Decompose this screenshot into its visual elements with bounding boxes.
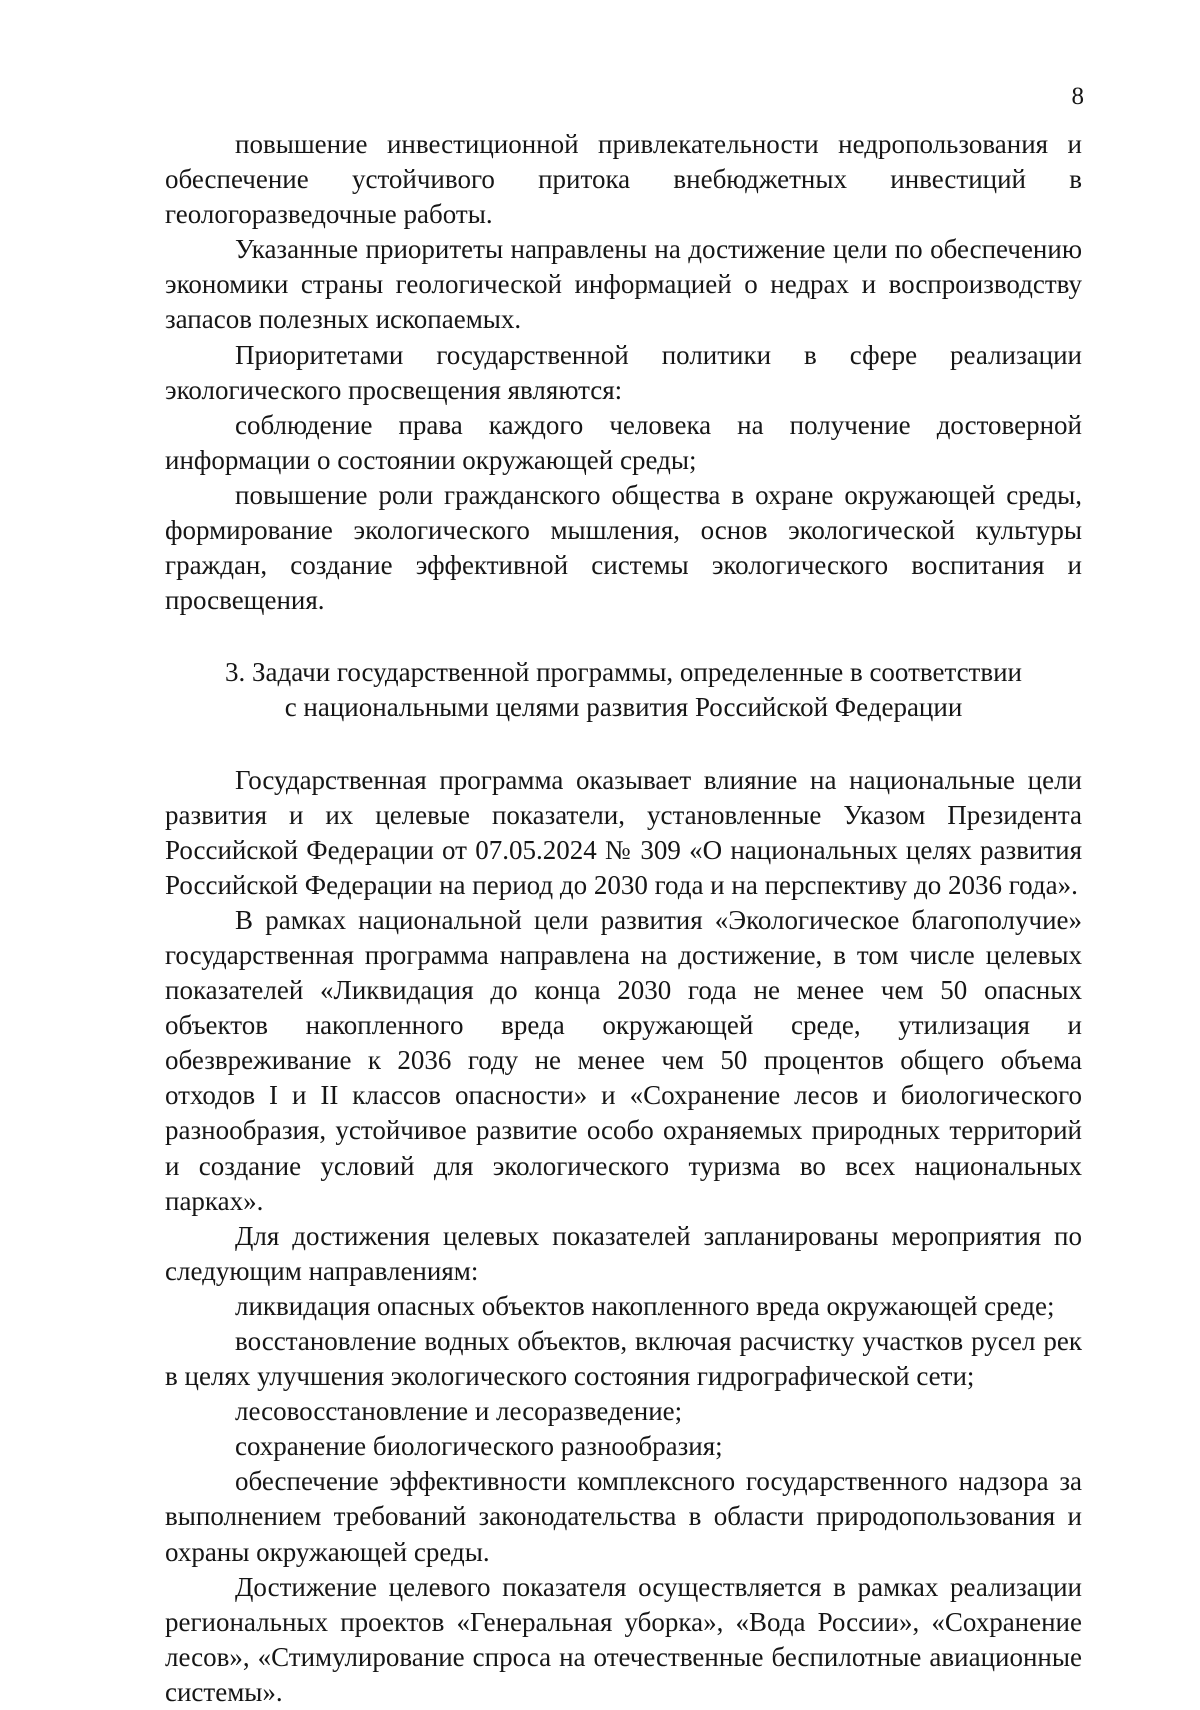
heading-line: 3. Задачи государственной программы, определенные в соответствии (224, 657, 1022, 688)
paragraph: В рамках национальной цели развития «Экологическое благополучие» государственная программа направлена на достижение, в том числе целевых показателей «Ликвидация до конца 2030 года не менее чем 50 опасных объектов накопленного вреда окружающей среде, утилизация и обезвреживание к 2036 году не менее чем 50 процентов общего объема отходов I и II классов опасности» и «Сохранение лесов и биологического разнообразия, устойчивое развитие особо охраняемых природных территорий и создание условий для экологического туризма во всех национальных парках». (165, 904, 1082, 1216)
paragraph: лесовосстановление и лесоразведение; (235, 1396, 683, 1427)
paragraph: Указанные приоритеты направлены на достижение цели по обеспечению экономики страны геологической информацией о недрах и воспроизводству запасов полезных ископаемых. (165, 234, 1082, 335)
document-body (165, 127, 1082, 1710)
paragraph: Приоритетами государственной политики в сфере реализации экологического просвещения являются: (165, 339, 1082, 405)
paragraph: Достижение целевого показателя осуществляется в рамках реализации региональных проектов «Генеральная уборка», «Вода России», «Сохранение лесов», «Стимулирование спроса на отечественные беспилотные авиационные системы». (165, 1571, 1082, 1707)
paragraph: повышение инвестиционной привлекательности недропользования и обеспечение устойчивого притока внебюджетных инвестиций в геологоразведочные работы. (165, 129, 1082, 230)
paragraph: обеспечение эффективности комплексного государственного надзора за выполнением требований законодательства в области природопользования и охраны окружающей среды. (165, 1466, 1082, 1567)
paragraph: Для достижения целевых показателей запланированы мероприятия по следующим направлениям: (165, 1220, 1082, 1286)
section-heading (165, 655, 1082, 725)
paragraph: сохранение биологического разнообразия; (235, 1431, 723, 1462)
spacer (165, 618, 1082, 655)
spacer (165, 726, 1082, 763)
heading-line: с национальными целями развития Российской Федерации (284, 692, 963, 723)
paragraph: восстановление водных объектов, включая расчистку участков русел рек в целях улучшения экологического состояния гидрографической сети; (165, 1326, 1082, 1392)
paragraph: Государственная программа оказывает влияние на национальные цели развития и их целевые показатели, установленные Указом Президента Российской Федерации от 07.05.2024 № 309 «О национальных целях развития Российской Федерации на период до 2030 года и на перспективу до 2036 года». (165, 764, 1082, 900)
paragraph: соблюдение права каждого человека на получение достоверной информации о состоянии окружающей среды; (165, 409, 1082, 475)
page-number: 8 (1071, 83, 1084, 110)
paragraph: ликвидация опасных объектов накопленного вреда окружающей среде; (235, 1290, 1055, 1321)
paragraph: повышение роли гражданского общества в охране окружающей среды, формирование экологического мышления, основ экологической культуры граждан, создание эффективной системы экологического воспитания и просвещения. (165, 479, 1082, 616)
